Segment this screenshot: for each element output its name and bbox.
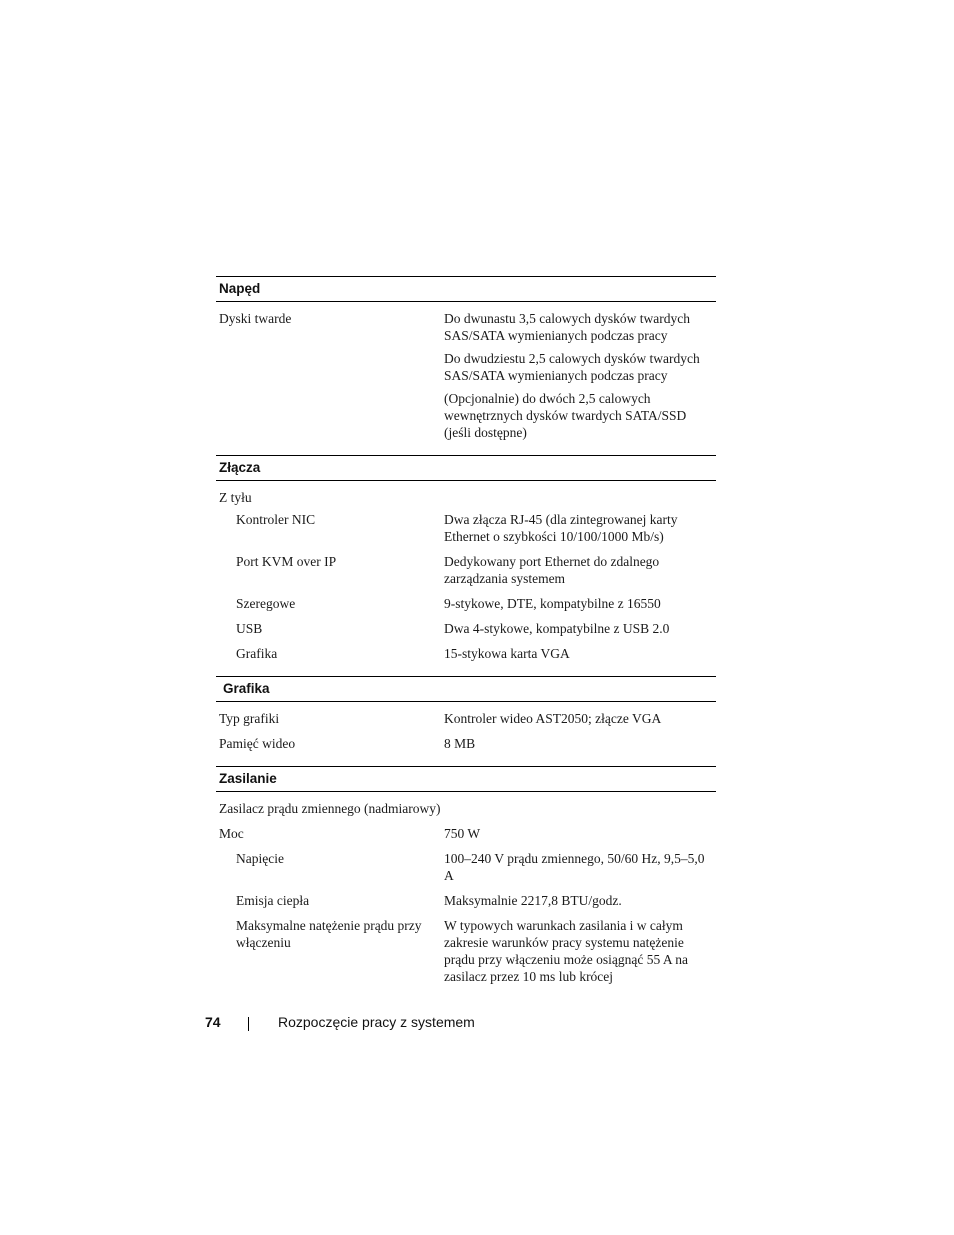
section-drives — [216, 276, 716, 455]
table-row — [216, 645, 716, 662]
page-number: 74 — [205, 1014, 221, 1030]
row-value: Dwa złącza RJ-45 (dla zintegrowanej karty Ethernet o szybkości 10/100/1000 Mb/s) — [444, 512, 678, 544]
row-label: Z tyłu — [219, 490, 252, 505]
table-row — [216, 553, 716, 587]
row-value: Maksymalnie 2217,8 BTU/godz. — [444, 893, 622, 908]
row-label: Pamięć wideo — [219, 736, 296, 751]
table-row — [216, 489, 716, 506]
row-label: Napięcie — [236, 851, 284, 866]
row-value: Kontroler wideo AST2050; złącze VGA — [444, 711, 662, 726]
row-label: Szeregowe — [236, 596, 296, 611]
row-value: Dwa 4-stykowe, kompatybilne z USB 2.0 — [444, 621, 670, 636]
row-label: Zasilacz prądu zmiennego (nadmiarowy) — [219, 801, 441, 816]
row-value: W typowych warunkach zasilania i w całym zakresie warunków pracy systemu natężenie prądu przy włączeniu może osiągnąć 55 A na zasilacz przez 10 ms lub krócej — [444, 918, 689, 984]
section-graphics — [216, 676, 716, 766]
row-label: Maksymalne natężenie prądu przy włączeniu — [236, 918, 422, 950]
table-row — [216, 310, 716, 441]
row-label: USB — [236, 621, 263, 636]
row-label: Kontroler NIC — [236, 512, 316, 527]
row-label: Dyski twarde — [219, 311, 292, 326]
row-value: Do dwunastu 3,5 calowych dysków twardych SAS/SATA wymienianych podczas pracy — [444, 311, 690, 343]
table-row — [216, 735, 716, 752]
row-value: 8 MB — [444, 736, 476, 751]
section-power — [216, 766, 716, 999]
section-title: Złącza — [216, 455, 716, 481]
table-row — [216, 892, 716, 909]
table-row — [216, 595, 716, 612]
section-title: Napęd — [216, 276, 716, 302]
table-row — [216, 850, 716, 884]
table-row — [216, 825, 716, 842]
row-value: 15-stykowa karta VGA — [444, 646, 570, 661]
row-value: Dedykowany port Ethernet do zdalnego zarządzania systemem — [444, 554, 660, 586]
row-value: 9-stykowe, DTE, kompatybilne z 16550 — [444, 596, 661, 611]
table-row — [216, 511, 716, 545]
spec-table — [216, 276, 716, 999]
section-title: Zasilanie — [216, 766, 716, 792]
footer-title: Rozpoczęcie pracy z systemem — [278, 1014, 475, 1030]
table-row — [216, 710, 716, 727]
row-value: (Opcjonalnie) do dwóch 2,5 calowych wewnętrznych dysków twardych SATA/SSD (jeśli dostępne) — [444, 391, 687, 440]
row-value: 100–240 V prądu zmiennego, 50/60 Hz, 9,5–5,0 A — [444, 851, 705, 883]
table-row — [216, 917, 716, 985]
section-title: Grafika — [216, 676, 716, 702]
section-connectors — [216, 455, 716, 676]
footer-divider — [248, 1017, 249, 1031]
table-row — [216, 800, 716, 817]
row-value: Do dwudziestu 2,5 calowych dysków twardych SAS/SATA wymienianych podczas pracy — [444, 351, 700, 383]
row-label: Moc — [219, 826, 244, 841]
row-label: Typ grafiki — [219, 711, 280, 726]
row-label: Port KVM over IP — [236, 554, 337, 569]
table-row — [216, 620, 716, 637]
row-label: Emisja ciepła — [236, 893, 310, 908]
row-value: 750 W — [444, 826, 481, 841]
row-label: Grafika — [236, 646, 278, 661]
